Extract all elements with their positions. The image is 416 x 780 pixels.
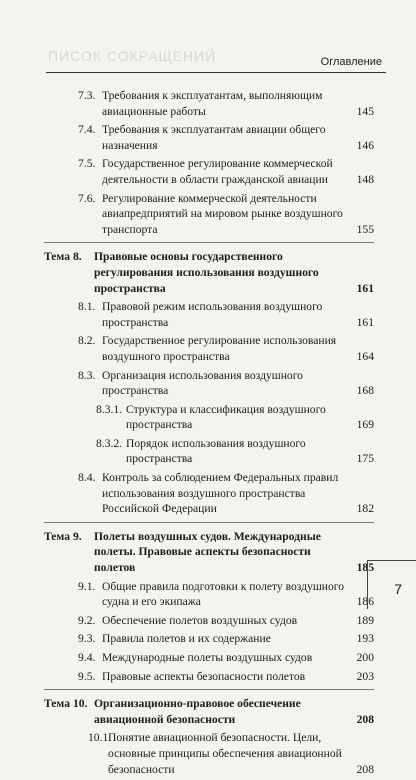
toc-number: 9.3. <box>78 632 96 646</box>
toc-number: 8.2. <box>78 334 96 348</box>
toc-title: Требования к эксплуатантам, выполняющим авиационные работы <box>102 89 323 118</box>
running-header: Оглавление <box>320 56 382 68</box>
toc-number: 8.4. <box>78 471 96 485</box>
toc-number: 8.1. <box>78 300 96 314</box>
toc-entry[interactable] <box>44 333 374 364</box>
chapter-separator <box>44 522 374 523</box>
toc-page-number: 193 <box>356 632 374 646</box>
toc-entry[interactable] <box>44 730 374 777</box>
toc-chapter[interactable] <box>44 249 374 296</box>
toc-number: 7.5. <box>78 157 96 171</box>
toc-title: Общие правила подготовки к полету воздушного судна и его экипажа <box>102 579 345 609</box>
toc-entry[interactable] <box>44 299 374 330</box>
toc-title: Контроль за соблюдением Федеральных правил использования воздушного пространства Российской Федерации <box>102 471 339 516</box>
toc-page-number: 208 <box>356 712 374 726</box>
toc-number: 9.5. <box>78 669 96 683</box>
toc-title: Правовые аспекты безопасности полетов <box>102 669 306 683</box>
toc-page-number: 155 <box>356 222 374 236</box>
toc-number: 9.2. <box>78 613 96 627</box>
toc-page-number: 169 <box>356 418 374 432</box>
toc-page-number: 200 <box>356 651 374 664</box>
toc-entry[interactable] <box>44 650 374 666</box>
toc-page-number: 208 <box>356 762 374 776</box>
toc-title: Государственное регулирование коммерческой деятельности в области гражданской авиации <box>102 157 333 186</box>
toc-entry[interactable] <box>44 613 374 629</box>
toc-title: Регулирование коммерческой деятельности авиапредприятий на мировом рынке воздушного транспорта <box>102 191 343 236</box>
toc-page-number: 168 <box>356 384 374 398</box>
table-of-contents <box>44 88 374 780</box>
chapter-separator <box>44 689 374 690</box>
toc-entry[interactable] <box>44 88 374 119</box>
toc-number: 9.1. <box>78 579 96 593</box>
toc-title: Государственное регулирование использования воздушного пространства <box>102 334 337 363</box>
toc-page-number: 145 <box>356 104 374 118</box>
toc-entry[interactable] <box>44 436 374 467</box>
toc-page-number: 186 <box>356 595 374 609</box>
toc-number: Тема 8. <box>44 250 82 264</box>
toc-title: Порядок использования воздушного пространства <box>126 436 306 466</box>
toc-number: 7.3. <box>78 89 96 102</box>
toc-page-number: 182 <box>356 502 374 516</box>
toc-number: 8.3. <box>78 368 96 382</box>
toc-number: Тема 9. <box>44 529 82 543</box>
toc-title: Международные полеты воздушных судов <box>102 651 313 664</box>
toc-page-number: 148 <box>356 172 374 186</box>
toc-number: 10.1. <box>88 731 112 745</box>
toc-entry[interactable] <box>44 122 374 153</box>
toc-entry[interactable] <box>44 470 374 517</box>
toc-page-number: 189 <box>356 613 374 627</box>
toc-number: Тема 10. <box>44 697 88 711</box>
toc-title: Структура и классификация воздушного пространства <box>126 402 326 432</box>
toc-page-number: 164 <box>356 349 374 363</box>
toc-page-number: 185 <box>356 561 374 575</box>
folio-box <box>367 560 416 609</box>
chapter-separator <box>44 242 374 243</box>
header-rule <box>46 72 386 73</box>
toc-number: 9.4. <box>78 651 96 664</box>
toc-title: Понятие авиационной безопасности. Цели, основные принципы обеспечения авиационной безопасности <box>108 731 342 776</box>
toc-page-number: 161 <box>356 281 374 295</box>
toc-entry[interactable] <box>44 579 374 610</box>
toc-entry[interactable] <box>44 368 374 399</box>
toc-chapter[interactable] <box>44 529 374 576</box>
toc-number: 8.3.2. <box>96 436 123 450</box>
toc-entry[interactable] <box>44 631 374 647</box>
toc-title: Правила полетов и их содержание <box>102 632 271 646</box>
toc-title: Правовые основы государственного регулирования использования воздушного пространства <box>94 250 319 295</box>
toc-number: 7.6. <box>78 191 96 205</box>
toc-title: Полеты воздушных судов. Международные полеты. Правовые аспекты безопасности полетов <box>94 529 321 575</box>
toc-title: Правовой режим использования воздушного пространства <box>102 300 323 329</box>
toc-title: Обеспечение полетов воздушных судов <box>102 613 298 627</box>
toc-entry[interactable] <box>44 156 374 187</box>
toc-entry[interactable] <box>44 402 374 433</box>
toc-number: 7.4. <box>78 123 96 137</box>
toc-entry[interactable] <box>44 669 374 685</box>
toc-title: Организационно-правовое обеспечение авиационной безопасности <box>94 697 301 726</box>
toc-page-number: 175 <box>356 452 374 466</box>
toc-page-number: 161 <box>356 315 374 329</box>
page-number: 7 <box>394 581 402 597</box>
toc-page-number: 146 <box>356 138 374 152</box>
toc-chapter[interactable] <box>44 696 374 727</box>
toc-page-number: 203 <box>356 669 374 683</box>
toc-title: Организация использования воздушного пространства <box>102 368 303 398</box>
toc-number: 8.3.1. <box>96 402 123 416</box>
show-through-text: ПИСОК СОКРАЩЕНИЙ <box>48 48 217 64</box>
toc-title: Требования к эксплуатантам авиации общего назначения <box>102 123 326 152</box>
toc-entry[interactable] <box>44 191 374 238</box>
